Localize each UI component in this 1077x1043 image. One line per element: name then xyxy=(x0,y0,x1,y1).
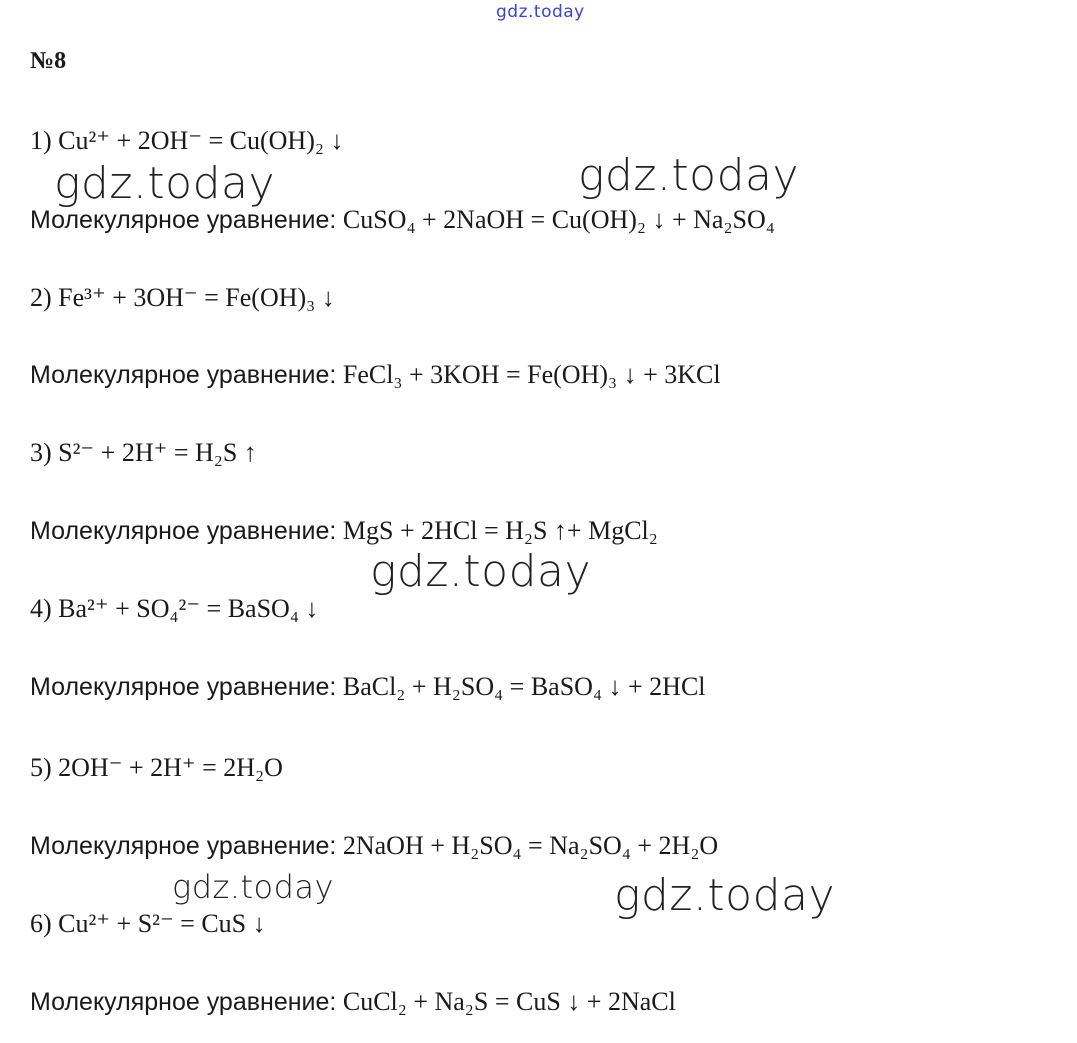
ionic-formula: Cu²⁺ + 2OH⁻ = Cu(OH)₂ ↓ xyxy=(58,126,344,155)
molecular-formula: CuCl₂ + Na₂S = CuS ↓ + 2NaCl xyxy=(342,987,676,1016)
molecular-formula: 2NaOH + H₂SO₄ = Na₂SO₄ + 2H₂O xyxy=(342,831,719,860)
ionic-equation-1 xyxy=(30,126,343,156)
ionic-equation-6 xyxy=(30,909,266,939)
molecular-formula: BaCl₂ + H₂SO₄ = BaSO₄ ↓ + 2HCl xyxy=(342,672,706,701)
molecular-label: Молекулярное уравнение: xyxy=(30,517,337,545)
molecular-label: Молекулярное уравнение: xyxy=(30,832,337,860)
ionic-equation-5 xyxy=(30,753,283,783)
watermark: gdz.today xyxy=(578,150,800,201)
watermark: gdz.today xyxy=(172,868,334,906)
molecular-label: Молекулярное уравнение: xyxy=(30,206,337,234)
molecular-label: Молекулярное уравнение: xyxy=(30,361,337,389)
item-number: 6) xyxy=(30,909,52,938)
molecular-label: Молекулярное уравнение: xyxy=(30,673,337,701)
molecular-equation-3 xyxy=(30,516,658,546)
watermark: gdz.today xyxy=(370,546,592,597)
ionic-formula: Cu²⁺ + S²⁻ = CuS ↓ xyxy=(58,909,266,938)
molecular-equation-5 xyxy=(30,831,718,861)
problem-number: №8 xyxy=(30,48,67,74)
ionic-equation-4 xyxy=(30,594,318,624)
molecular-equation-4 xyxy=(30,672,706,702)
watermark: gdz.today xyxy=(614,870,836,921)
ionic-formula: S²⁻ + 2H⁺ = H₂S ↑ xyxy=(58,438,257,467)
ionic-equation-3 xyxy=(30,438,257,468)
molecular-formula: MgS + 2HCl = H₂S ↑+ MgCl₂ xyxy=(342,516,658,545)
item-number: 3) xyxy=(30,438,52,467)
ionic-formula: Ba²⁺ + SO₄²⁻ = BaSO₄ ↓ xyxy=(58,594,319,623)
molecular-equation-6 xyxy=(30,987,676,1017)
molecular-formula: FeCl₃ + 3KOH = Fe(OH)₃ ↓ + 3KCl xyxy=(342,360,721,389)
molecular-formula: CuSO₄ + 2NaOH = Cu(OH)₂ ↓ + Na₂SO₄ xyxy=(342,205,775,234)
item-number: 2) xyxy=(30,283,52,312)
item-number: 4) xyxy=(30,594,52,623)
item-number: 5) xyxy=(30,753,52,782)
watermark: gdz.today xyxy=(54,158,276,209)
ionic-equation-2 xyxy=(30,283,335,313)
molecular-equation-2 xyxy=(30,360,721,390)
watermark-top: gdz.today xyxy=(496,2,585,22)
molecular-equation-1 xyxy=(30,205,775,235)
ionic-formula: Fe³⁺ + 3OH⁻ = Fe(OH)₃ ↓ xyxy=(58,283,335,312)
item-number: 1) xyxy=(30,126,52,155)
ionic-formula: 2OH⁻ + 2H⁺ = 2H₂O xyxy=(58,753,283,782)
molecular-label: Молекулярное уравнение: xyxy=(30,988,337,1016)
